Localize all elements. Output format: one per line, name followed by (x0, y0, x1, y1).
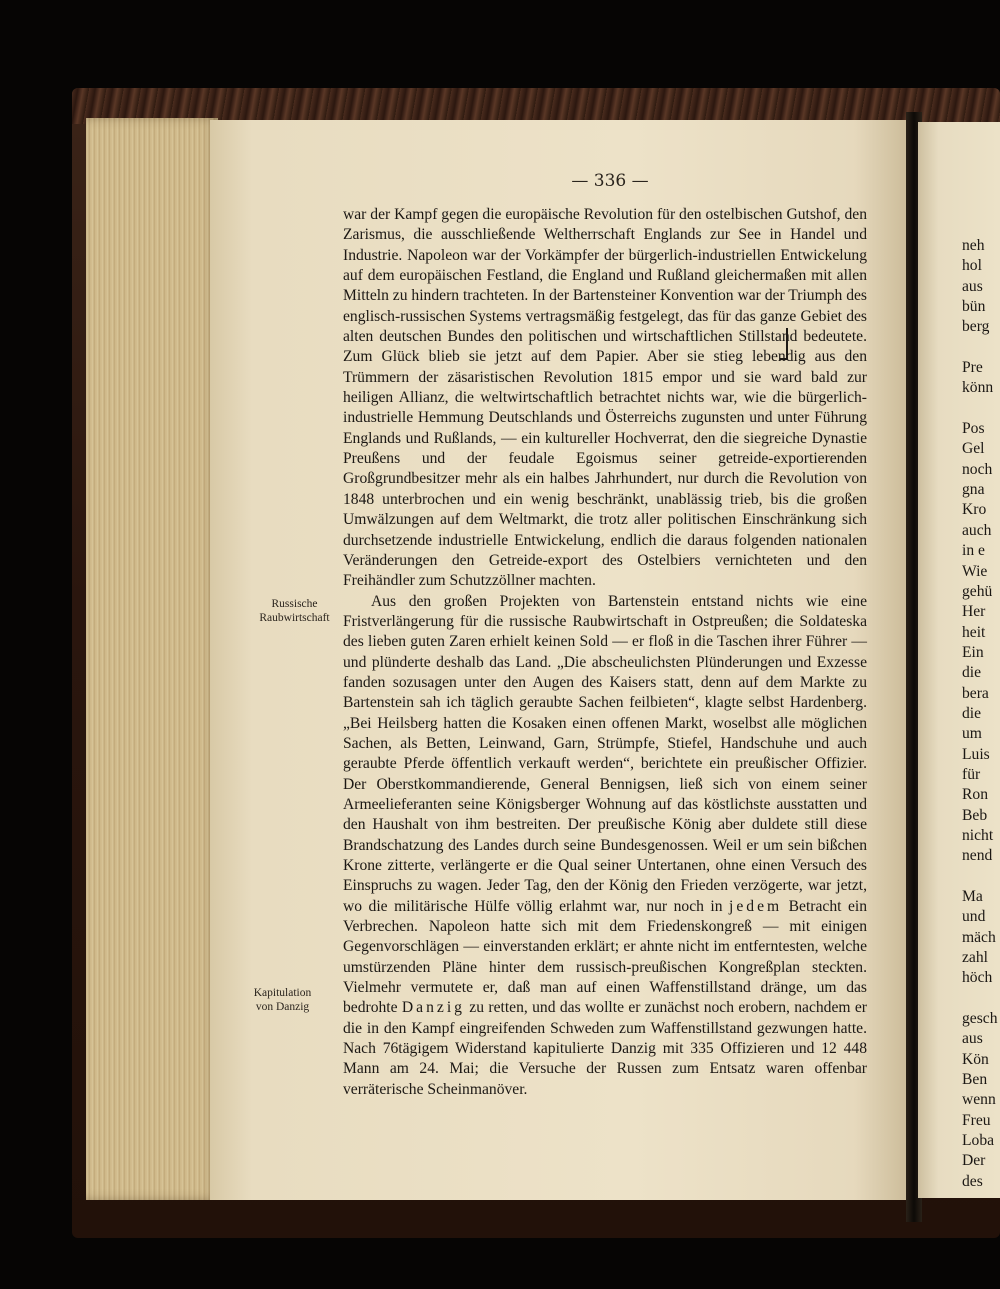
paragraph-1: war der Kampf gegen die europäische Revolution für den ostelbischen Gutshof, den Zarismus, die ausschließende Weltherrschaft Englands zur See in Handel und Industrie. Napoleon war der Vorkämpfer der bürgerlich-industriellen Entwickelung auf dem europäischen Festland, die England und Rußland gleichermaßen mit allen Mitteln zu hindern trachteten. In der Bartensteiner Konvention war der Triumph des englisch-russischen Systems vertragsmäßig festgelegt, das für das ganze Gebiet des alten deutschen Bundes den politischen und wirtschaftlichen Stillstand bedeutete. Zum Glück blieb sie jetzt auf dem Papier. Aber sie stieg lebendig aus den Trümmern der zäsaristischen Revolution 1815 empor und sie ward bald zur heiligen Allianz, die weltwirtschaftlich betrachtet nichts war, wie die bürgerlich-industrielle Hemmung Deutschlands und Österreichs zugunsten und unter Führung Englands und Rußlands, — ein kultureller Hochverrat, den die siegreiche Dynastie Preußens und der feudale Egoismus seiner getreide-exportierenden Großgrundbesitzer mehr als ein halbes Jahrhundert, nur durch die Revolution von 1848 unterbrochen und ein wenig beschränkt, unablässig trieb, bis die großen Umwälzungen auf dem Weltmarkt, die trotz aller politischen Einschränkung sich durchsetzende industrielle Entwickelung, endlich die daraus folgenden nationalen Veränderungen den Getreide-export des Ostelbiers vernichteten und den Freihändler zum Schutzzöllner machten. (343, 206, 867, 590)
right-page-fragment-line: auch (962, 521, 992, 539)
emphasis-jedem: jedem (729, 897, 783, 915)
right-page-fragment-line: Freu (962, 1111, 991, 1129)
right-page-fragment-line: könn (962, 379, 994, 397)
paragraph-2-text-a: Aus den großen Projekten von Bartenstein entstand nichts wie eine Fristverlängerung für die russische Raubwirtschaft in Ostpreußen; die Soldateska des lieben guten Zaren erhielt keinen Sold — er floß in die Taschen ihrer Führer — und plünderte deshalb das Land. „Die abscheulichsten Plünderungen und Exzesse fanden sozusagen unter den Augen des Kaisers statt, denn auf dem Markte zu Bartenstein sah ich täglich geraubte Sachen feilbieten“, klagte selbst Hardenberg. „Bei Heilsberg hatten die Kosaken einen offenen Markt, woselbst alle möglichen Sachen, als Betten, Leinwand, Garn, Strümpfe, Stiefel, Handschuhe und auch geraubte Pferde öffentlich verkauft werden“, berichtete ein preußischer Offizier. Der Oberstkommandierende, General Bennigsen, ließ sich von einem seiner Armeelieferanten seine Königsberger Wohnung auf das köstlichste ausstatten und den Haushalt von ihm bestreiten. Der preußische König aber duldete still diese Brandschatzung des Landes durch seine Bundesgenossen. Weil er um sein bißchen Krone zitterte, verlängerte er die Qual seiner Untertanen, ohne einen Versuch des Einspruchs zu wagen. Jeder Tag, den der König den Frieden verzögerte, war jetzt, wo die militärische Hülfe völlig erlahmt war, nur noch in (343, 592, 867, 915)
right-page-fragment-line: gehü (962, 582, 993, 600)
right-page-fragment-line: heit (962, 623, 986, 641)
right-page-fragment-line: Ma (962, 888, 983, 905)
right-page-fragment-line: höch (962, 969, 993, 987)
right-page-fragment-line: bera (962, 684, 989, 702)
paragraph-2 (343, 592, 867, 1101)
right-page-fragment-line: Kön (962, 1050, 989, 1068)
body-text (343, 205, 867, 1100)
right-page-fragment-line: nicht (962, 826, 994, 844)
right-page-fragment-line: bün (962, 298, 986, 316)
right-page-fragment-line: für (962, 765, 981, 783)
right-page-fragment-line: neh (962, 237, 985, 254)
right-page-fragment-line: Ron (962, 786, 988, 804)
right-page-fragment-line: berg (962, 318, 990, 336)
right-page-fragment-line: gna (962, 481, 985, 499)
right-page-fragment-line: Pre (962, 359, 983, 377)
right-page-fragment-line: wenn (962, 1091, 996, 1109)
right-page-fragment-line: um (962, 725, 982, 743)
right-page-fragment-line: Luis (962, 745, 990, 763)
right-page-fragment-line (962, 989, 1000, 1009)
right-page-fragment-line: zahl (962, 949, 988, 967)
margin-note-line: Raubwirtschaft (259, 612, 330, 624)
page-number: — 336 — (571, 171, 649, 191)
right-page-fragment-line: Kro (962, 501, 987, 519)
right-page-fragment-line: mäch (962, 928, 996, 946)
right-page-fragment-line: und (962, 908, 986, 926)
emphasis-danzig: Danzig (401, 999, 465, 1017)
right-page-fragment-line: gesch (962, 1010, 998, 1028)
right-page-fragment-line: die (962, 664, 982, 682)
right-page-fragment-line: hol (962, 257, 982, 275)
right-page-fragment-line (962, 338, 1000, 358)
right-page-fragment-line: Beb (962, 806, 988, 824)
margin-note-line: Kapitulation (253, 987, 312, 999)
right-page-fragment-line: Ein (962, 643, 984, 661)
margin-note-danzig (230, 986, 335, 1014)
right-page-fragment-line: Ben (962, 1071, 988, 1089)
margin-note-line: Russische (271, 598, 318, 610)
right-page-fragment-line: Her (962, 603, 986, 621)
paragraph-2-text-b: Betracht ein Verbrechen. Napoleon hatte sich mit dem Friedenskongreß — mit einigen Gegenvorschlägen — einverstanden erklärt; er ahnte nicht im entferntesten, welche umstürzenden Pläne hinter dem russisch-preußischen Kongreßplan steckten. Vielmehr vermutete er, daß man auf einen Waffenstillstand dränge, um das bedrohte (343, 897, 867, 1017)
right-page-fragment-line: des (962, 1172, 983, 1190)
right-page-fragment-line: noch (962, 460, 993, 478)
right-page-fragment-line: aus (962, 277, 983, 295)
right-page-fragment-line: Loba (962, 1132, 995, 1150)
right-page-fragment-line: Gel (962, 440, 985, 458)
right-page-fragment-line: aus (962, 1030, 983, 1048)
right-page-fragment-line: Pos (962, 420, 985, 438)
right-page-fragment-line: Der (962, 1152, 986, 1170)
right-page-fragment-line: nend (962, 847, 993, 865)
right-page-fragment-line (962, 867, 1000, 887)
pencil-bracket-mark (780, 328, 788, 360)
right-page-fragment-line: in e (962, 542, 985, 560)
paragraph-2-text-c: zu retten, und das wollte er zunächst noch erobern, nachdem er die in den Kampf eingreifenden Schweden zum Waffenstillstand gezwungen hatte. Nach 76tägigem Widerstand kapitulierte Danzig mit 335 Offizieren und 12 448 Mann am 24. Mai; die Versuche der Russen zum Entsatz waren offenbar verräterische Scheinmanöver. (343, 999, 867, 1098)
margin-note-raubwirtschaft (242, 597, 347, 625)
right-page-fragment-line: Wie (962, 562, 988, 580)
right-page-fragment-line: die (962, 704, 982, 722)
right-page-fragment-line (962, 399, 1000, 419)
page-block-edge (86, 118, 218, 1200)
margin-note-line: von Danzig (255, 1001, 310, 1013)
right-page-fragments (962, 236, 1000, 1192)
